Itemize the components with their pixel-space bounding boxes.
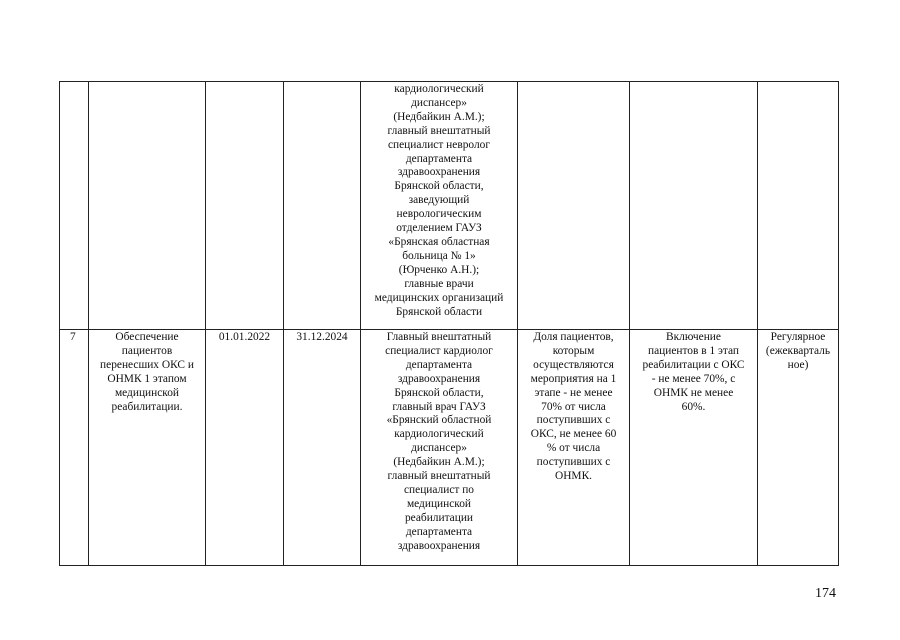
indicator-line: которым	[552, 344, 595, 357]
indicator-line: этапе - не менее	[534, 386, 613, 399]
periodicity-line: ное)	[787, 358, 809, 371]
executor-line: «Брянский областной	[386, 414, 492, 427]
indicator-line: ОКС, не менее 60	[530, 428, 617, 441]
executor-line: медицинских организаций	[374, 291, 504, 304]
executor-line: заведующий	[408, 194, 470, 207]
executor-line: больница № 1»	[402, 249, 476, 262]
measure-line: медицинской	[114, 386, 180, 399]
indicator-line: Доля пациентов,	[533, 331, 614, 343]
executor-line: Брянской области,	[394, 386, 484, 399]
cell-number	[60, 82, 89, 330]
cell-end-date: 31.12.2024	[284, 330, 361, 566]
executor-line: кардиологический	[394, 428, 484, 441]
executor-line: здравоохранения	[397, 539, 481, 552]
cell-executor	[361, 330, 518, 566]
executor-line: специалист по	[403, 483, 474, 496]
indicator-line: осуществляются	[533, 358, 614, 371]
result-line: - не менее 70%, с	[651, 372, 736, 385]
table-row-continuation	[60, 82, 839, 330]
executor-line: Главный внештатный	[386, 331, 492, 343]
executor-line: (Недбайкин А.М.);	[393, 456, 485, 469]
indicator-line: ОНМК.	[554, 470, 593, 483]
executor-line: «Брянская областная	[388, 235, 490, 248]
executor-line: (Юрченко А.Н.);	[398, 263, 480, 276]
executor-line: здравоохранения	[397, 166, 481, 179]
cell-indicator	[518, 82, 630, 330]
page-number: 174	[815, 586, 836, 601]
executor-line: главные врачи	[404, 277, 474, 290]
indicator-line: поступивших с	[536, 456, 611, 469]
executor-line: специалист кардиолог	[385, 344, 493, 357]
executor-line: кардиологический	[394, 83, 484, 95]
result-line: реабилитации с ОКС	[642, 358, 745, 371]
executor-line: департамента	[405, 358, 473, 371]
cell-start-date: 01.01.2022	[206, 330, 284, 566]
measure-line: реабилитации.	[111, 400, 183, 413]
executor-line: департамента	[405, 525, 473, 538]
executor-line: неврологическим	[396, 208, 482, 221]
indicator-line: поступивших с	[536, 414, 611, 427]
executor-line: реабилитации	[404, 511, 474, 524]
executor-line: здравоохранения	[397, 372, 481, 385]
executor-line: отделением ГАУЗ	[396, 222, 482, 235]
measure-line: ОНМК 1 этапом	[107, 372, 187, 385]
executor-line: Брянской области,	[394, 180, 484, 193]
measure-line: Обеспечение	[115, 331, 179, 343]
periodicity-line: Регулярное	[770, 331, 826, 343]
executor-line: специалист невролог	[387, 138, 491, 151]
indicator-line: 70% от числа	[541, 400, 606, 413]
result-line: 60%.	[681, 400, 706, 413]
executor-line: медицинской	[406, 497, 472, 510]
executor-line: главный внештатный	[387, 124, 491, 137]
measures-table	[59, 81, 839, 566]
cell-measure	[89, 330, 206, 566]
table-row-7	[60, 330, 839, 566]
cell-number: 7	[60, 330, 89, 566]
measure-line: пациентов	[121, 344, 173, 357]
result-line: пациентов в 1 этап	[647, 344, 740, 357]
cell-indicator	[518, 330, 630, 566]
cell-result	[630, 330, 758, 566]
indicator-line: % от числа	[546, 442, 601, 455]
cell-result	[630, 82, 758, 330]
executor-line: Брянской области	[395, 305, 483, 318]
measure-line: перенесших ОКС и	[100, 358, 194, 371]
executor-line: (Недбайкин А.М.);	[393, 110, 485, 123]
cell-executor	[361, 82, 518, 330]
executor-line: главный внештатный	[387, 470, 491, 483]
result-line: ОНМК не менее	[653, 386, 734, 399]
indicator-line: мероприятия на 1	[530, 372, 617, 385]
cell-periodicity	[758, 330, 839, 566]
executor-line: главный врач ГАУЗ	[392, 400, 486, 413]
cell-end-date	[284, 82, 361, 330]
executor-line: диспансер»	[411, 96, 467, 109]
periodicity-line: (ежекварталь	[765, 344, 831, 357]
executor-line: диспансер»	[411, 442, 467, 455]
result-line: Включение	[666, 331, 721, 343]
executor-line: департамента	[405, 152, 473, 165]
cell-start-date	[206, 82, 284, 330]
cell-periodicity	[758, 82, 839, 330]
cell-measure	[89, 82, 206, 330]
